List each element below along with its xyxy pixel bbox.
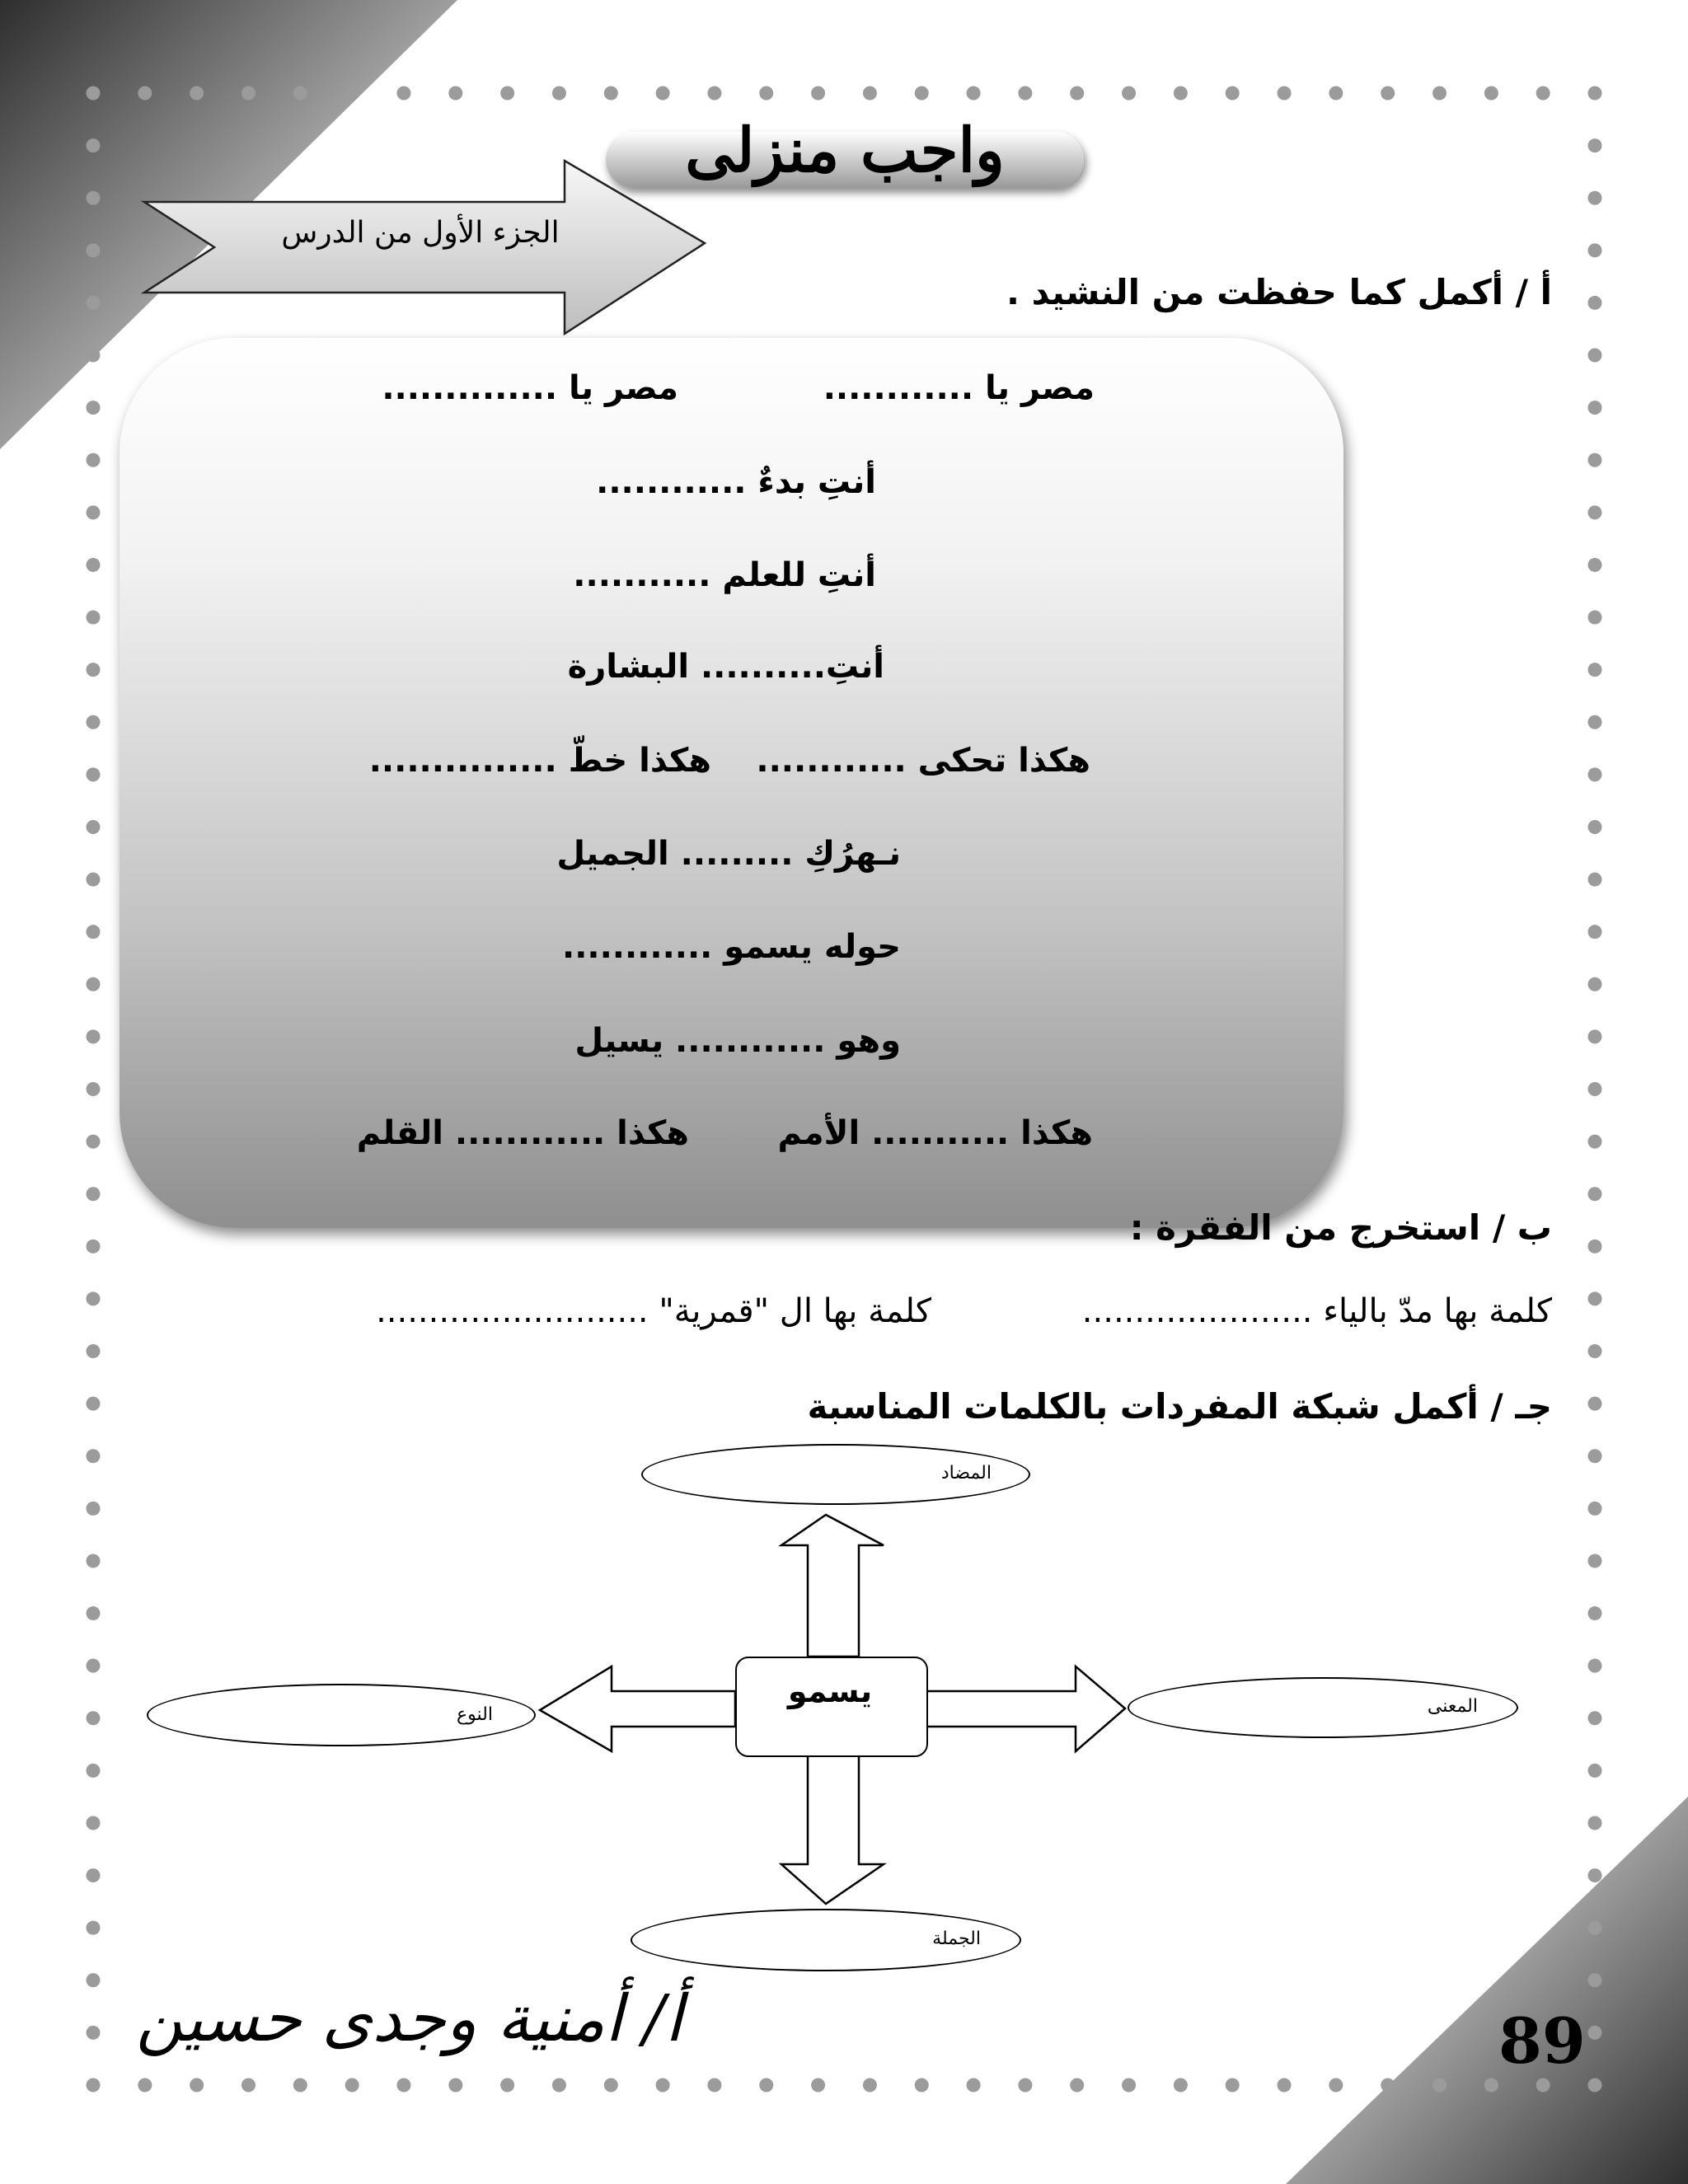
page-title: واجب منزلى	[685, 115, 1005, 186]
section-b-item-1: كلمة بها مدّ بالياء ......................	[1081, 1292, 1552, 1330]
arrow-down	[781, 1754, 884, 1904]
poem-line-9a: هكذا ........... الأمم	[777, 1114, 1093, 1152]
page-number: 89	[1498, 2004, 1586, 2078]
poem-line-4: أنتِ.......... البشارة	[567, 648, 884, 686]
arrow-up	[781, 1515, 884, 1657]
section-c-title: جـ / أكمل شبكة المفردات بالكلمات المناسبة	[807, 1386, 1552, 1427]
section-a-title: أ / أكمل كما حفظت من النشيد .	[1006, 272, 1552, 312]
section-b-item-2: كلمة بها ال "قمرية" ..........................	[376, 1292, 931, 1330]
poem-line-5a: هكذا تحكى ............	[756, 742, 1090, 780]
poem-line-1a: مصر يا ............	[823, 369, 1095, 407]
part-label: الجزء الأول من الدرس	[281, 216, 560, 250]
poem-line-2: أنتِ بدءٌ ............	[596, 463, 876, 501]
poem-line-9b: هكذا ............ القلم	[356, 1114, 689, 1152]
arrow-left	[540, 1666, 735, 1751]
poem-line-6: نـهرُكِ ......... الجميل	[556, 835, 901, 873]
right-oval-label: المعنى	[1427, 1696, 1478, 1717]
top-oval-label: المضاد	[940, 1463, 992, 1483]
section-b-title: ب / استخرج من الفقرة :	[1129, 1207, 1552, 1248]
poem-line-8: وهو ............ يسيل	[574, 1022, 901, 1060]
poem-line-5b: هكذا خطّ ...............	[368, 742, 711, 780]
bottom-oval-label: الجملة	[932, 1929, 981, 1949]
poem-line-3: أنتِ للعلم ...........	[573, 556, 876, 594]
poem-line-1b: مصر يا ..............	[382, 369, 678, 407]
poem-line-7: حوله يسمو ............	[562, 928, 901, 966]
teacher-signature: أ/ أمنية وجدى حسين	[136, 1982, 683, 2056]
left-oval-label: النوع	[457, 1704, 493, 1725]
arrow-right	[925, 1666, 1125, 1751]
center-word: يسمو	[787, 1673, 873, 1709]
